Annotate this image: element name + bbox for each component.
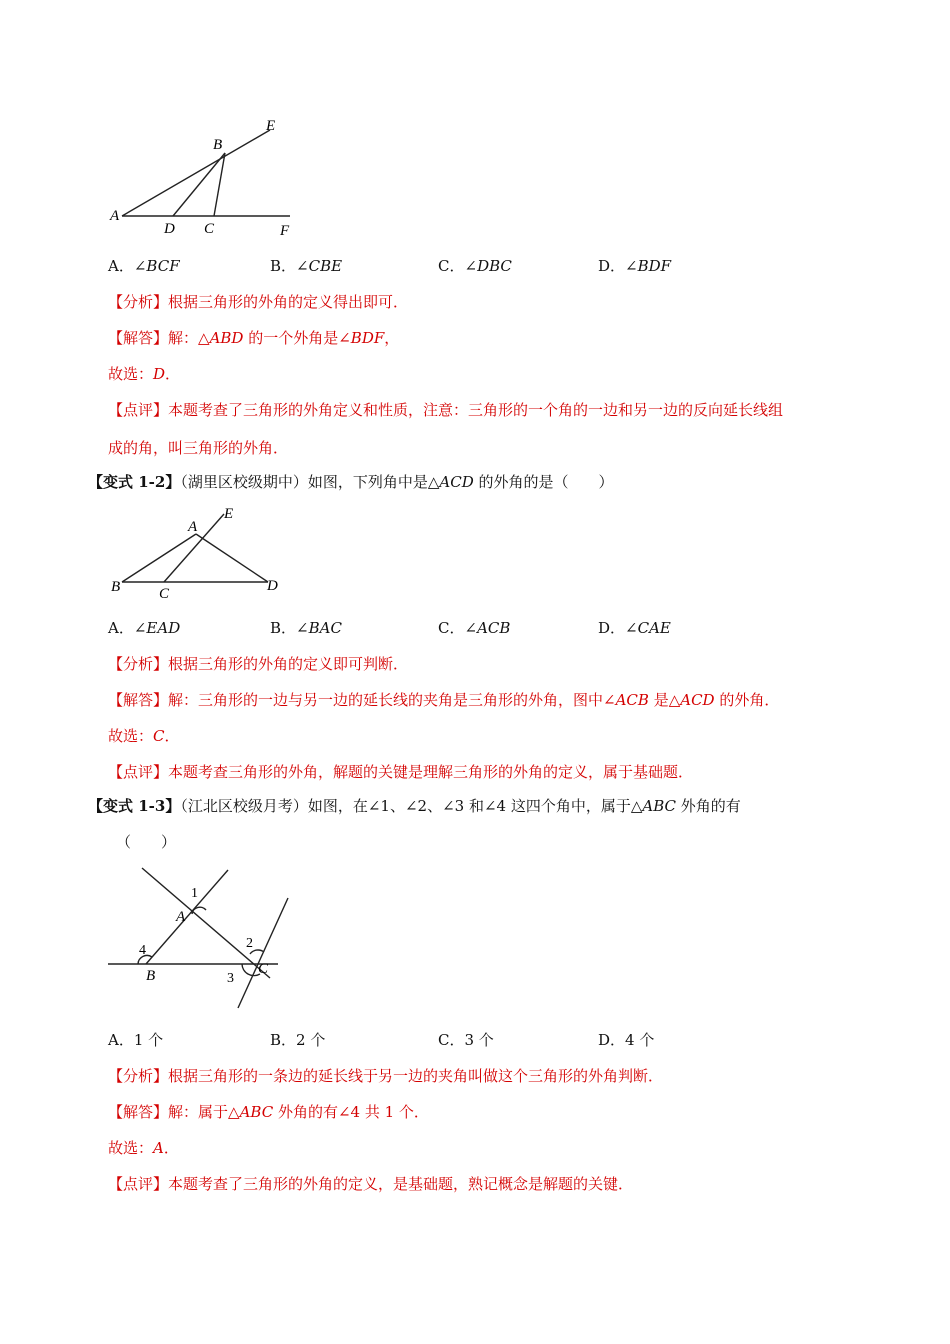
figure-1 (100, 110, 320, 245)
q1-answer: 【解答】解：△ABD 的一个外角是∠BDF， (108, 329, 400, 347)
label-f: F (280, 223, 290, 239)
label-a: A (176, 909, 186, 925)
label-a: A (188, 519, 198, 535)
figure-3 (100, 860, 300, 1015)
label-a: A (110, 208, 120, 224)
q2-answer: 【解答】解：三角形的一边与另一边的延长线的夹角是三角形的外角，图中∠ACB 是△ACD 的外角． (108, 691, 780, 709)
line-ae (122, 130, 270, 216)
q1-choice: 故选：D． (108, 365, 181, 383)
label-c: C (258, 961, 269, 977)
q3-heading-paren: （ ） (116, 833, 177, 851)
line-ad (196, 534, 268, 582)
label-b: B (213, 137, 223, 153)
q1-comment-1: 【点评】本题考查了三角形的外角定义和性质，注意：三角形的一个角的一边和另一边的反向延长线组 (108, 401, 784, 419)
q3-analysis: 【分析】根据三角形的一条边的延长线于另一边的夹角叫做这个三角形的外角判断． (108, 1067, 664, 1085)
label-c: C (204, 221, 215, 237)
label-e: E (266, 118, 276, 134)
q1-analysis: 【分析】根据三角形的外角的定义得出即可． (108, 293, 409, 311)
q3-option-a: A．1 个 (108, 1031, 164, 1049)
line-ac-extended (142, 868, 270, 978)
line-bc (214, 153, 225, 216)
q2-analysis: 【分析】根据三角形的外角的定义即可判断． (108, 655, 409, 673)
q3-answer: 【解答】解：属于△ABC 外角的有∠4 共 1 个． (108, 1103, 429, 1121)
q2-choice: 故选：C． (108, 727, 180, 745)
q1-option-d: D．∠BDF (598, 257, 672, 275)
q3-option-c: C．3 个 (438, 1031, 494, 1049)
label-d: D (164, 221, 175, 237)
line-through-c (238, 898, 288, 1008)
q2-option-c: C．∠ACB (438, 619, 511, 637)
label-e: E (224, 506, 234, 522)
label-2: 2 (246, 936, 253, 951)
q1-option-a: A．∠BCF (108, 257, 180, 275)
label-3: 3 (227, 971, 234, 986)
q3-option-d: D．4 个 (598, 1031, 655, 1049)
label-1: 1 (191, 886, 198, 901)
q2-option-b: B．∠BAC (270, 619, 342, 637)
q3-choice: 故选：A． (108, 1139, 179, 1157)
label-4: 4 (139, 943, 146, 958)
q3-heading: 【变式 1-3】（江北区校级月考）如图，在∠1、∠2、∠3 和∠4 这四个角中，属于△ABC 外角的有 (88, 797, 741, 815)
label-b: B (111, 579, 121, 595)
q2-option-d: D．∠CAE (598, 619, 671, 637)
label-b: B (146, 968, 156, 984)
q2-option-a: A．∠EAD (108, 619, 181, 637)
line-bd (173, 153, 225, 216)
figure-2 (100, 500, 300, 605)
label-d: D (267, 578, 278, 594)
q1-option-b: B．∠CBE (270, 257, 343, 275)
q3-comment: 【点评】本题考查了三角形的外角的定义，是基础题，熟记概念是解题的关键． (108, 1175, 634, 1193)
q2-comment: 【点评】本题考查三角形的外角，解题的关键是理解三角形的外角的定义，属于基础题． (108, 763, 694, 781)
q1-option-c: C．∠DBC (438, 257, 512, 275)
line-ba-extended (146, 870, 228, 964)
label-c: C (159, 586, 170, 602)
q2-heading: 【变式 1-2】（湖里区校级期中）如图，下列角中是△ACD 的外角的是（ ） (88, 473, 614, 491)
q1-comment-2: 成的角，叫三角形的外角． (108, 439, 289, 457)
q3-option-b: B．2 个 (270, 1031, 326, 1049)
